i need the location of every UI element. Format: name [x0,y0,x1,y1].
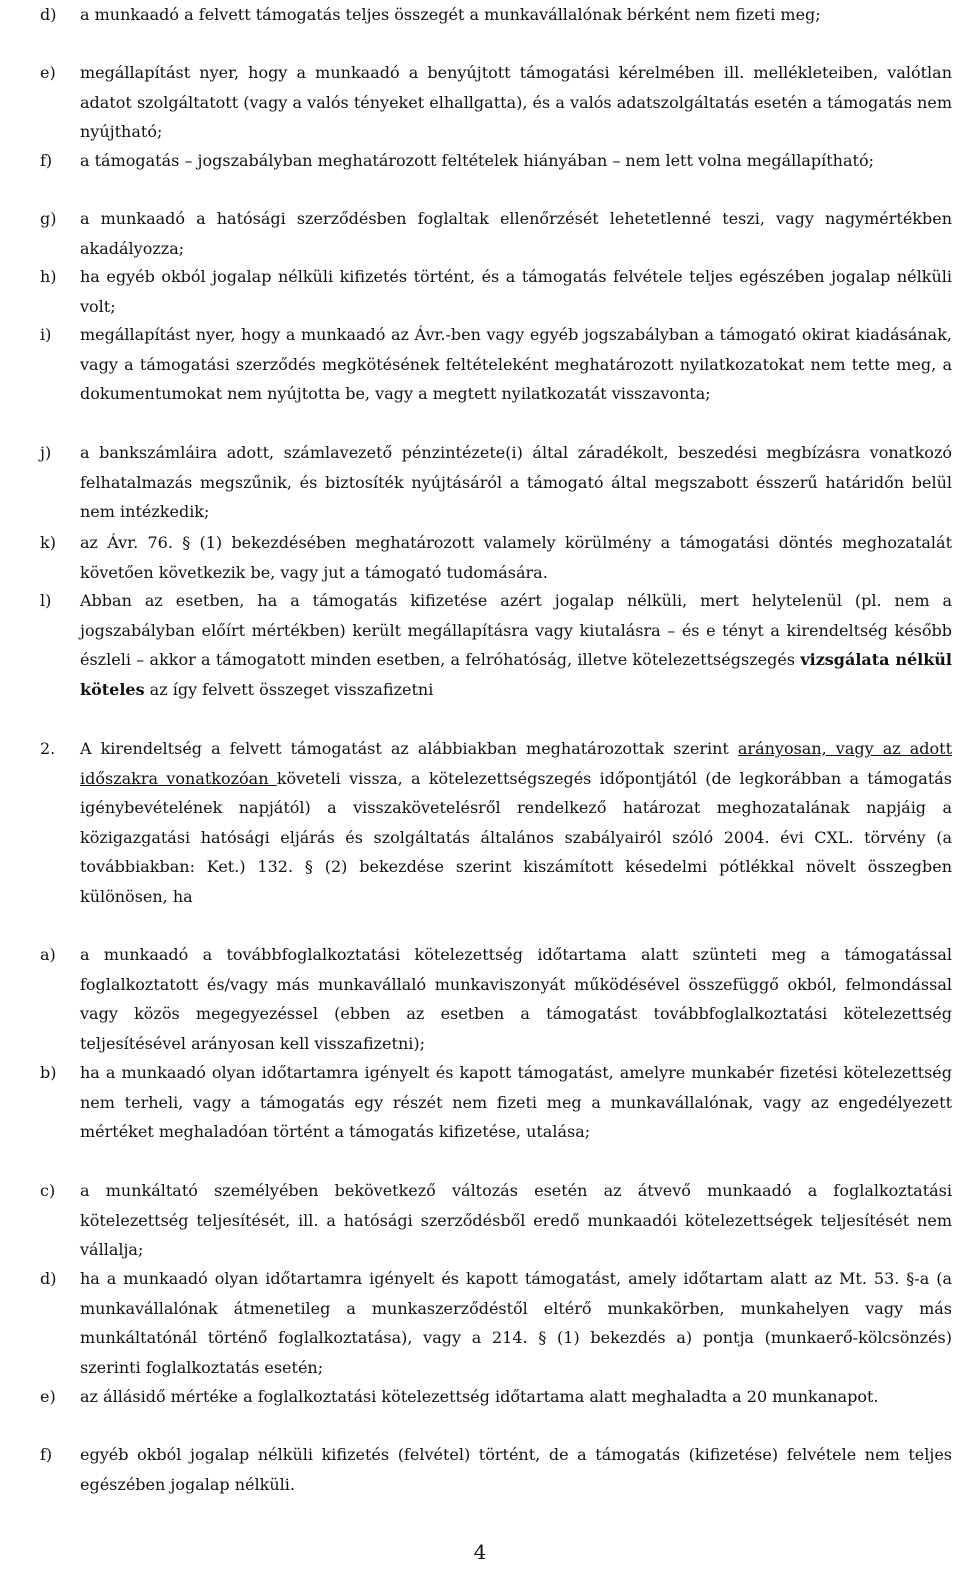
list-item-h [40,262,952,321]
list-item-f [40,146,952,176]
item-text-part: az így felvett összeget visszafizetni [144,679,434,699]
list2-item-c [40,1176,952,1265]
list2-item-b [40,1058,952,1147]
list-item-i [40,320,952,409]
item-label: a) [40,945,56,964]
item-label: g) [40,209,57,228]
item-text: a munkáltató személyében bekövetkező változás esetén az átvevő munkaadó a foglalkoztatási kötelezettség teljesítését, ill. a hatósági szerződésből eredő munkaadói kötelezettségek teljesítését nem vállalja; [80,1181,952,1259]
item-label: d) [40,5,57,24]
item-text: ha egyéb okból jogalap nélküli kifizetés történt, és a támogatás felvétele teljes egészében jogalap nélküli volt; [80,267,952,316]
item-label: e) [40,1387,56,1406]
page-number: 4 [473,1540,487,1564]
item-text: az állásidő mértéke a foglalkoztatási kötelezettség időtartama alatt meghaladta a 20 munkanapot. [80,1387,879,1406]
section-2 [40,734,952,911]
list-item-e [40,58,952,147]
list-item-d [40,0,952,30]
list-item-j [40,438,952,527]
list-item-l [40,586,952,704]
item-text: a bankszámláira adott, számlavezető pénzintézete(i) által záradékolt, beszedési megbízásra vonatkozó felhatalmazás megszűnik, és biztosíték nyújtásáról a támogató által megszabott ésszerű határidőn belül nem intézkedik; [80,443,952,521]
item-text: a munkaadó a továbbfoglalkoztatási kötelezettség időtartama alatt szünteti meg a támogatással foglalkoztatott és/vagy más munkavállaló munkaviszonyát működésével összefüggő okból, felmondással vagy közös megegyezéssel (ebben az esetben a támogatást továbbfoglalkoztatási kötelezettség teljesítésével arányosan kell visszafizetni); [80,945,952,1053]
item-text: ha a munkaadó olyan időtartamra igényelt és kapott támogatást, amelyre munkabér fizetési kötelezettség nem terheli, vagy a támogatás egy részét nem fizeti meg a munkavállalónak, vagy az engedélyezett mértéket meghaladóan történt a támogatás kifizetése, utalása; [80,1063,952,1141]
bold-phrase: vizsgálata nélkül köteles [80,650,953,699]
item-label: j) [40,443,52,462]
item-text: megállapítást nyer, hogy a munkaadó az Ávr.-ben vagy egyéb jogszabályban a támogató okirat kiadásának, vagy a támogatási szerződés megkötésének feltételeként meghatározott nyilatkozatokat nem tette meg, a dokumentumokat nem nyújtotta be, vagy a megtett nyilatkozatát visszavonta; [80,325,952,403]
item-text [80,586,952,704]
item-text: ha a munkaadó olyan időtartamra igényelt és kapott támogatást, amely időtartam alatt az Mt. 53. §-a (a munkavállalónak átmenetileg a munkaszerződéstől eltérő munkakörben, munkahelyen vagy más munkáltatónál történő foglalkoztatása), vagy a 214. § (1) bekezdés a) pontja (munkaerő-kölcsönzés) szerinti foglalkoztatás esetén; [80,1269,952,1377]
item-label: l) [40,591,52,610]
section-text-part: A kirendeltség a felvett támogatást az alábbiakban meghatározottak szerint [80,739,738,758]
item-label: e) [40,63,56,82]
item-text-part: Abban az esetben, ha a támogatás kifizetése azért jogalap nélküli, mert helytelenül (pl. nem a jogszabályban előírt mértékben) került megállapításra vagy kiutalásra – és e tényt a kirendeltség később észleli – akkor a támogatott minden esetben, a felróhatóság, illetve kötelezettségszegés [80,591,952,669]
item-text: a munkaadó a felvett támogatás teljes összegét a munkavállalónak bérként nem fizeti meg; [80,5,821,24]
underlined-phrase: arányosan, vagy az adott időszakra vonatkozóan [80,739,953,788]
item-text: a támogatás – jogszabályban meghatározott feltételek hiányában – nem lett volna megállapítható; [80,151,874,170]
list-item-g [40,204,952,263]
item-text: megállapítást nyer, hogy a munkaadó a benyújtott támogatási kérelmében ill. mellékleteiben, valótlan adatot szolgáltatott (vagy a valós tényeket elhallgatta), és a valós adatszolgáltatás esetén a támogatás nem nyújtható; [80,63,952,141]
item-label: c) [40,1181,56,1200]
item-label: h) [40,267,57,286]
section-text-part: követeli vissza, a kötelezettségszegés időpontjától (de legkorábban a támogatás igénybevételének napjától) a visszakövetelésről rendelkező határozat meghozatalának napjáig a közigazgatási hatósági eljárás és szolgáltatás általános szabályairól szóló 2004. évi CXL. törvény (a továbbiakban: Ket.) 132. § (2) bekezdése szerint kiszámított késedelmi pótlékkal növelt összegben különösen, ha [80,768,953,906]
list2-item-f [40,1440,952,1499]
item-label: k) [40,533,56,552]
list2-item-d [40,1264,952,1382]
section-number: 2. [40,739,56,758]
item-text: az Ávr. 76. § (1) bekezdésében meghatározott valamely körülmény a támogatási döntés meghozatalát követően következik be, vagy jut a támogató tudomására. [80,533,952,582]
item-label: f) [40,151,53,170]
list-item-k [40,528,952,587]
item-label: b) [40,1063,57,1082]
section-text [80,734,952,911]
item-text: a munkaadó a hatósági szerződésben foglaltak ellenőrzését lehetetlenné teszi, vagy nagymértékben akadályozza; [80,209,952,258]
list2-item-a [40,940,952,1058]
item-label: f) [40,1445,53,1464]
item-label: d) [40,1269,57,1288]
item-text: egyéb okból jogalap nélküli kifizetés (felvétel) történt, de a támogatás (kifizetése) felvétele nem teljes egészében jogalap nélküli. [80,1445,952,1494]
item-label: i) [40,325,52,344]
list2-item-e [40,1382,952,1412]
